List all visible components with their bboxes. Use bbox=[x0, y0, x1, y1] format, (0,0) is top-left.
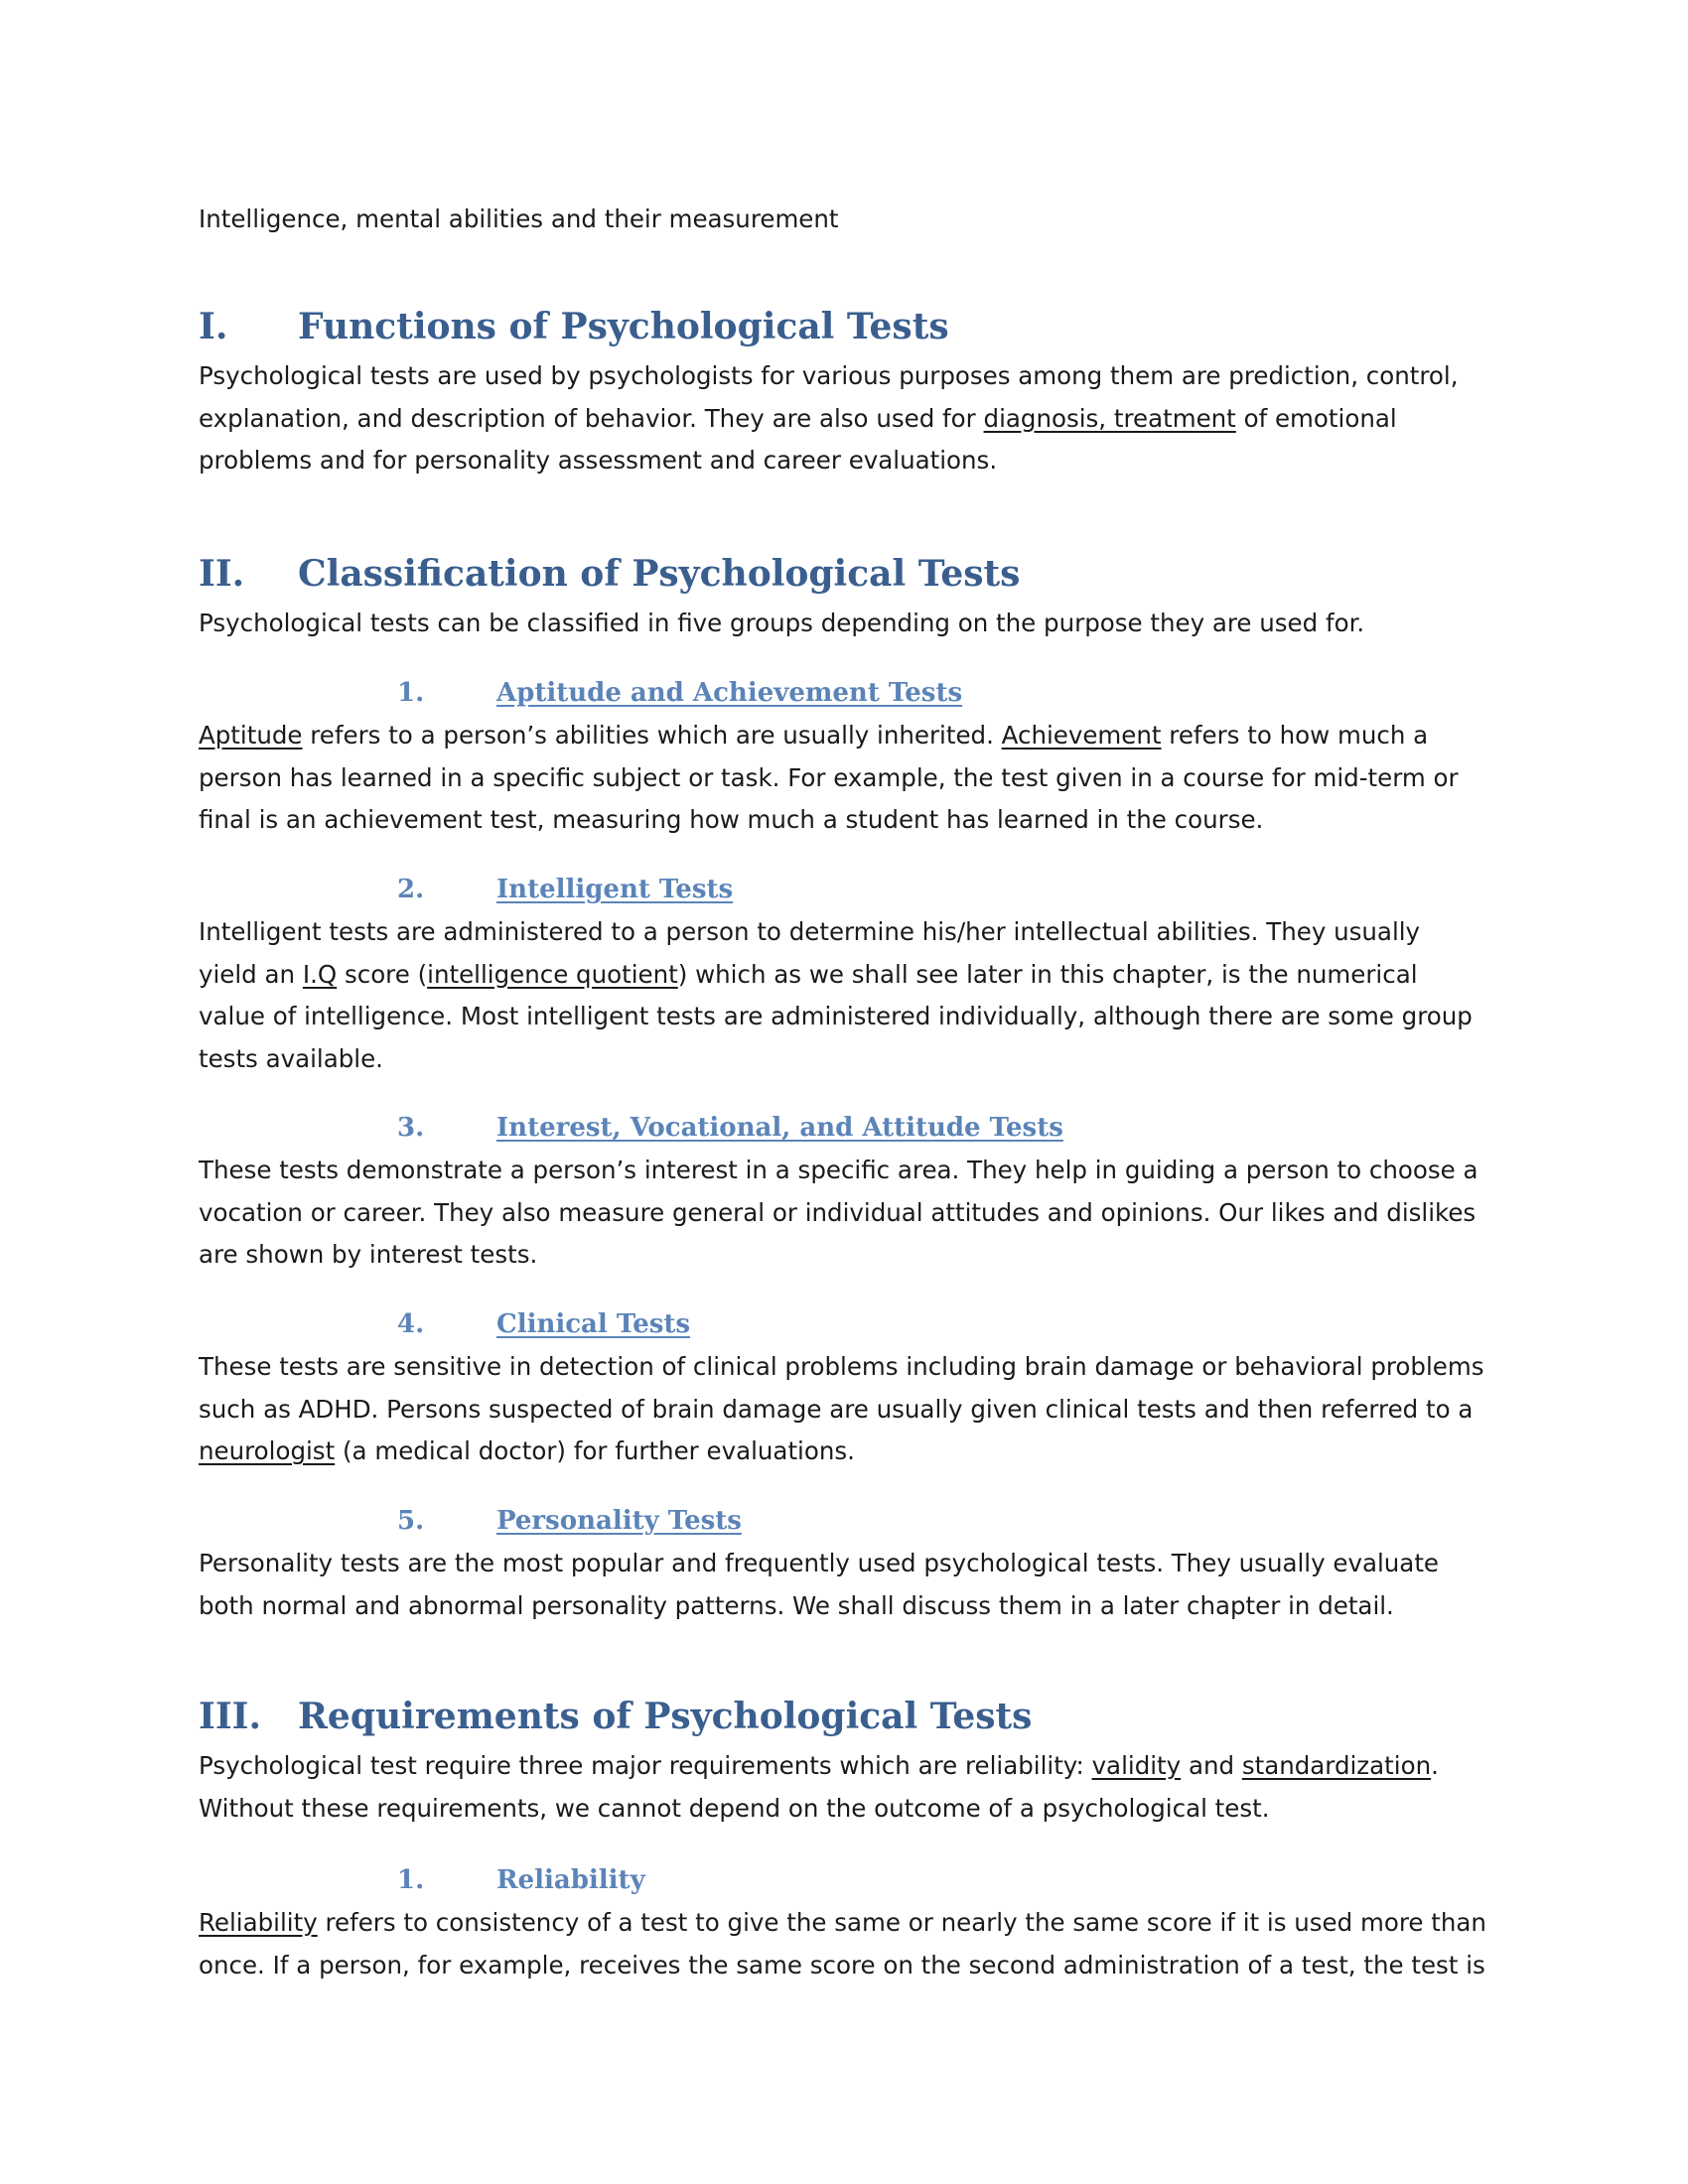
subsection-paragraph-aptitude bbox=[199, 715, 1509, 842]
section-heading-1 bbox=[199, 304, 949, 349]
subsection-paragraph-intelligent bbox=[199, 911, 1509, 1080]
paragraph-line: person has learned in a specific subject or task. For example, the test given in a course for mid-term or bbox=[199, 762, 1459, 792]
paragraph-line: problems and for personality assessment and career evaluations. bbox=[199, 446, 998, 476]
subsection-number: 1. bbox=[397, 678, 425, 708]
paragraph-line: value of intelligence. Most intelligent tests are administered individually, although there are some group bbox=[199, 1002, 1473, 1031]
paragraph-line: Intelligent tests are administered to a person to determine his/her intellectual abilities. They usually bbox=[199, 917, 1421, 946]
paragraph-line: such as ADHD. Persons suspected of brain damage are usually given clinical tests and then referred to a bbox=[199, 1394, 1474, 1424]
paragraph-line: final is an achievement test, measuring how much a student has learned in the course. bbox=[199, 805, 1264, 835]
subsection-heading-intelligent bbox=[397, 872, 733, 907]
paragraph-line: These tests are sensitive in detection of clinical problems including brain damage or behavioral problems bbox=[199, 1352, 1484, 1381]
subsection-title: Reliability bbox=[496, 1865, 645, 1895]
paragraph-line: Aptitude refers to a person’s abilities which are usually inherited. Achievement refers to how much a bbox=[199, 721, 1429, 750]
paragraph-line: yield an I.Q score (intelligence quotient) which as we shall see later in this chapter, is the numerical bbox=[199, 959, 1418, 989]
paragraph-line: are shown by interest tests. bbox=[199, 1240, 538, 1270]
section-1-paragraph bbox=[199, 355, 1509, 482]
subsection-title: Personality Tests bbox=[496, 1506, 742, 1536]
paragraph-line: These tests demonstrate a person’s interest in a specific area. They help in guiding a person to choose a bbox=[199, 1156, 1478, 1184]
subsection-title: Clinical Tests bbox=[496, 1309, 691, 1339]
section-title: Classification of Psychological Tests bbox=[298, 553, 1021, 595]
underlined-term: validity bbox=[1091, 1751, 1182, 1780]
subsection-heading-interest bbox=[397, 1110, 1063, 1146]
underlined-term: diagnosis, treatment bbox=[983, 403, 1236, 433]
paragraph-line: Psychological tests can be classified in five groups depending on the purpose they are used for. bbox=[199, 609, 1365, 637]
underlined-term: neurologist bbox=[199, 1436, 336, 1466]
underlined-term: I.Q bbox=[302, 959, 338, 989]
subsection-heading-aptitude bbox=[397, 675, 962, 711]
subsection-paragraph-interest bbox=[199, 1150, 1509, 1277]
section-number: II. bbox=[199, 553, 245, 595]
underlined-term: Reliability bbox=[199, 1908, 318, 1937]
paragraph-line: Without these requirements, we cannot depend on the outcome of a psychological test. bbox=[199, 1793, 1270, 1823]
paragraph-line: Reliability refers to consistency of a test to give the same or nearly the same score if it is used more than bbox=[199, 1908, 1486, 1937]
section-number: I. bbox=[199, 306, 228, 347]
paragraph-line: vocation or career. They also measure general or individual attitudes and opinions. Our likes and dislikes bbox=[199, 1197, 1477, 1227]
subsection-number: 5. bbox=[397, 1506, 425, 1536]
underlined-term: intelligence quotient bbox=[427, 959, 678, 989]
subsection-heading-clinical bbox=[397, 1306, 690, 1342]
subsection-number: 3. bbox=[397, 1113, 425, 1143]
subsection-number: 4. bbox=[397, 1309, 425, 1339]
paragraph-line: both normal and abnormal personality patterns. We shall discuss them in a later chapter in detail. bbox=[199, 1590, 1394, 1620]
paragraph-line: neurologist (a medical doctor) for further evaluations. bbox=[199, 1436, 855, 1466]
subsection-title: Interest, Vocational, and Attitude Tests bbox=[496, 1113, 1063, 1143]
subsection-number: 2. bbox=[397, 875, 425, 904]
document-title: Intelligence, mental abilities and their measurement bbox=[199, 205, 839, 233]
underlined-term: Achievement bbox=[1001, 721, 1162, 750]
underlined-term: standardization bbox=[1241, 1751, 1432, 1780]
section-heading-2 bbox=[199, 551, 1020, 597]
paragraph-line: once. If a person, for example, receives the same score on the second administration of a test, the test is bbox=[199, 1950, 1485, 1979]
underlined-term: Aptitude bbox=[199, 721, 303, 750]
paragraph-line: tests available. bbox=[199, 1043, 383, 1073]
section-number: III. bbox=[199, 1696, 262, 1737]
subsection-paragraph-clinical bbox=[199, 1346, 1509, 1473]
paragraph-line: Personality tests are the most popular and frequently used psychological tests. They usually evaluate bbox=[199, 1549, 1439, 1577]
section-3-paragraph bbox=[199, 1745, 1509, 1830]
subsection-title: Aptitude and Achievement Tests bbox=[496, 678, 963, 708]
section-title: Functions of Psychological Tests bbox=[298, 306, 949, 347]
section-2-paragraph bbox=[199, 603, 1509, 645]
paragraph-line: Psychological test require three major requirements which are reliability: validity and standardization. bbox=[199, 1751, 1439, 1780]
subsection-paragraph-reliability bbox=[199, 1902, 1509, 1986]
section-heading-3 bbox=[199, 1694, 1032, 1739]
subsection-heading-reliability bbox=[397, 1862, 645, 1898]
paragraph-line: Psychological tests are used by psychologists for various purposes among them are prediction, control, bbox=[199, 361, 1459, 390]
subsection-paragraph-personality bbox=[199, 1543, 1509, 1627]
subsection-heading-personality bbox=[397, 1503, 742, 1539]
subsection-title: Intelligent Tests bbox=[496, 875, 734, 904]
paragraph-line: explanation, and description of behavior. They are also used for diagnosis, treatment of emotional bbox=[199, 403, 1397, 433]
subsection-number: 1. bbox=[397, 1865, 425, 1895]
section-title: Requirements of Psychological Tests bbox=[298, 1696, 1033, 1737]
